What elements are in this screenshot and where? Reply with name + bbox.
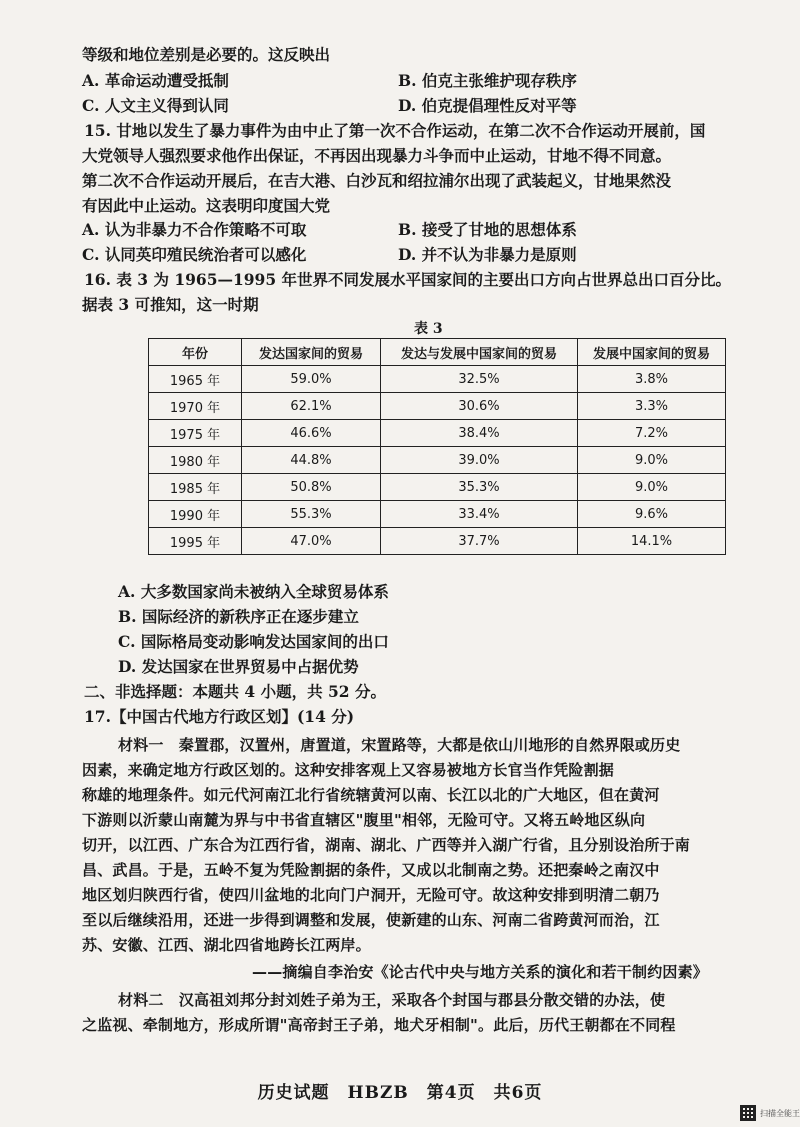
material1-line-9: 苏、安徽、江西、湖北四省地跨长江两岸。: [82, 936, 371, 954]
material1-source: ——摘编自李治安《论古代中央与地方关系的演化和若干制约因素》: [252, 963, 709, 981]
table-cell-year: 1965 年: [149, 366, 242, 393]
table-cell: 3.8%: [578, 366, 726, 393]
q15-option-a: A. 认为非暴力不合作策略不可取: [82, 220, 307, 239]
table-cell: 37.7%: [381, 528, 578, 555]
table-cell: 59.0%: [242, 366, 381, 393]
material2-line-2: 之监视、牵制地方，形成所谓"高帝封王子弟，地犬牙相制"。此后，历代王朝都在不同程: [82, 1016, 676, 1034]
table-row: [149, 366, 726, 393]
table-header-row: [149, 339, 726, 366]
export-table: [148, 338, 726, 555]
material1-line-6: 昌、武昌。于是，五岭不复为凭险割据的条件，又成以北制南之势。还把秦岭之南汉中: [82, 861, 660, 879]
page-footer: 历史试题 HBZB 第4页 共6页: [257, 1083, 543, 1103]
table-cell: 30.6%: [381, 393, 578, 420]
table-cell: 32.5%: [381, 366, 578, 393]
table-cell: 55.3%: [242, 501, 381, 528]
table-cell-year: 1970 年: [149, 393, 242, 420]
qr-code-icon: [740, 1105, 756, 1121]
material1-line-8: 至以后继续沿用，还进一步得到调整和发展，使新建的山东、河南二省跨黄河而治，江: [82, 911, 660, 929]
table-cell: 46.6%: [242, 420, 381, 447]
table-row: [149, 447, 726, 474]
q16-option-d: D. 发达国家在世界贸易中占据优势: [118, 657, 359, 676]
intro-line: 等级和地位差别是必要的。这反映出: [82, 45, 331, 64]
table-header: 发展中国家间的贸易: [578, 339, 726, 366]
q16-line-2: 据表 3 可推知，这一时期: [82, 295, 259, 314]
table-header: 发达与发展中国家间的贸易: [381, 339, 578, 366]
table-cell: 44.8%: [242, 447, 381, 474]
section2-title: 二、非选择题：本题共 4 小题，共 52 分。: [84, 682, 386, 701]
table-cell: 35.3%: [381, 474, 578, 501]
table-cell-year: 1975 年: [149, 420, 242, 447]
table-caption: 表 3: [414, 321, 443, 337]
material1-line-3: 称雄的地理条件。如元代河南江北行省统辖黄河以南、长江以北的广大地区，但在黄河: [82, 786, 660, 804]
q14-option-a: A. 革命运动遭受抵制: [82, 71, 229, 90]
q14-option-c: C. 人文主义得到认同: [82, 96, 229, 115]
q15-line-2: 大党领导人强烈要求他作出保证，不再因出现暴力斗争而中止运动，甘地不得不同意。: [82, 146, 672, 165]
material1-line-7: 地区划归陕西行省，使四川盆地的北向门户洞开，无险可守。故这种安排到明清二朝乃: [82, 886, 660, 904]
material1-line-5: 切开，以江西、广东合为江西行省，湖南、湖北、广西等并入湖广行省，且分别设治所于南: [82, 836, 691, 854]
table-cell: 9.0%: [578, 447, 726, 474]
material1-line-1: 材料一 秦置郡，汉置州，唐置道，宋置路等，大都是依山川地形的自然界限或历史: [118, 736, 681, 754]
material1-line-4: 下游则以沂蒙山南麓为界与中书省直辖区"腹里"相邻，无险可守。又将五岭地区纵向: [82, 811, 646, 829]
q15-line-4: 有因此中止运动。这表明印度国大党: [82, 196, 331, 215]
table-cell-year: 1980 年: [149, 447, 242, 474]
table-row: [149, 528, 726, 555]
q15-line-1: 15. 甘地以发生了暴力事件为由中止了第一次不合作运动，在第二次不合作运动开展前，国: [84, 121, 706, 140]
watermark-text: 扫描全能王: [760, 1109, 800, 1118]
table-cell: 3.3%: [578, 393, 726, 420]
table-row: [149, 420, 726, 447]
table-cell: 47.0%: [242, 528, 381, 555]
table-cell: 33.4%: [381, 501, 578, 528]
table-header: 发达国家间的贸易: [242, 339, 381, 366]
q16-option-b: B. 国际经济的新秩序正在逐步建立: [118, 607, 359, 626]
table-cell: 9.6%: [578, 501, 726, 528]
table-cell: 39.0%: [381, 447, 578, 474]
q15-line-3: 第二次不合作运动开展后，在吉大港、白沙瓦和绍拉浦尔出现了武装起义，甘地果然没: [82, 171, 672, 190]
table-cell: 62.1%: [242, 393, 381, 420]
table-row: [149, 393, 726, 420]
q16-option-a: A. 大多数国家尚未被纳入全球贸易体系: [118, 582, 389, 601]
table-row: [149, 501, 726, 528]
table-cell: 50.8%: [242, 474, 381, 501]
q15-option-b: B. 接受了甘地的思想体系: [398, 220, 577, 239]
material1-line-2: 因素，来确定地方行政区划的。这种安排客观上又容易被地方长官当作凭险割据: [82, 761, 615, 779]
table-cell-year: 1990 年: [149, 501, 242, 528]
table-header: 年份: [149, 339, 242, 366]
table-row: [149, 474, 726, 501]
material2-line-1: 材料二 汉高祖刘邦分封刘姓子弟为王，采取各个封国与郡县分散交错的办法，使: [118, 991, 666, 1009]
q16-option-c: C. 国际格局变动影响发达国家间的出口: [118, 632, 389, 651]
q14-option-d: D. 伯克提倡理性反对平等: [398, 96, 577, 115]
q16-line-1: 16. 表 3 为 1965—1995 年世界不同发展水平国家间的主要出口方向占世界总出口百分比。: [84, 270, 732, 289]
table-cell: 7.2%: [578, 420, 726, 447]
table-cell: 9.0%: [578, 474, 726, 501]
q15-option-c: C. 认同英印殖民统治者可以感化: [82, 245, 307, 264]
q15-option-d: D. 并不认为非暴力是原则: [398, 245, 577, 264]
q17-title: 17.【中国古代地方行政区划】(14 分): [84, 707, 355, 726]
q14-option-b: B. 伯克主张维护现存秩序: [398, 71, 577, 90]
table-cell-year: 1985 年: [149, 474, 242, 501]
table-cell: 14.1%: [578, 528, 726, 555]
table-cell-year: 1995 年: [149, 528, 242, 555]
table-cell: 38.4%: [381, 420, 578, 447]
